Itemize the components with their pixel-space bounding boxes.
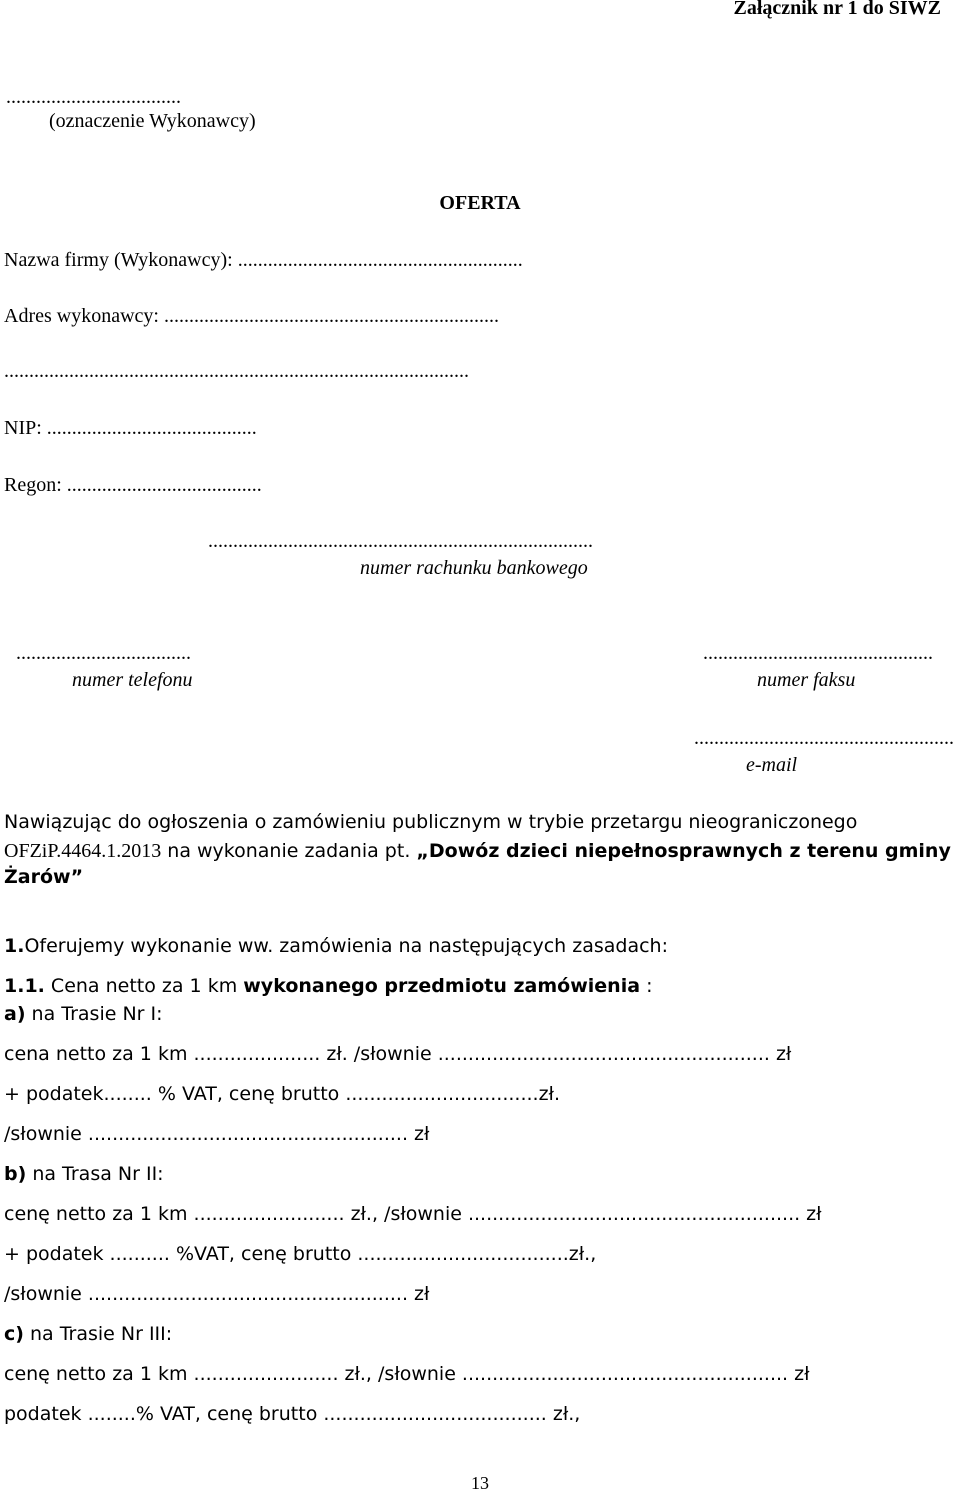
firm-name-field: Nazwa firmy (Wykonawcy): ......................................................... [4, 249, 523, 271]
task-title-continuation: Żarów” [4, 866, 84, 888]
route-b-marker: b) [4, 1163, 27, 1185]
page-number: 13 [471, 1473, 489, 1493]
attachment-label: Załącznik nr 1 do SIWZ [733, 0, 941, 19]
offer-title: OFERTA [439, 192, 521, 214]
bank-account-dots: ............................................................................. [208, 530, 593, 552]
fax-label: numer faksu [757, 669, 856, 691]
route-b-net-price: cenę netto za 1 km ......................... zł., /słownie ....................................................... zł [4, 1203, 822, 1225]
fax-dots: .............................................. [703, 642, 933, 664]
route-a-marker: a) [4, 1003, 26, 1025]
intro-line-2 [4, 840, 951, 863]
route-c-net-price: cenę netto za 1 km ........................ zł., /słownie ...................................................... zł [4, 1363, 810, 1385]
nip-field: NIP: .......................................... [4, 417, 257, 439]
route-a-title: na Trasie Nr I: [25, 1003, 163, 1025]
phone-label: numer telefonu [72, 669, 193, 691]
contractor-label: (oznaczenie Wykonawcy) [49, 110, 256, 132]
task-title: „Dowóz dzieci niepełnosprawnych z terenu gminy [416, 840, 951, 862]
route-c-title: na Trasie Nr III: [23, 1323, 173, 1345]
route-a-net-price: cena netto za 1 km ..................... zł. /słownie ....................................................... zł [4, 1043, 792, 1065]
route-c-marker: c) [4, 1323, 24, 1345]
route-c-tax: podatek ........% VAT, cenę brutto ..................................... zł., [4, 1403, 581, 1425]
route-a-tax: + podatek........ % VAT, cenę brutto ................................zł. [4, 1083, 560, 1105]
task-phrase: na wykonanie zadania pt. [161, 840, 417, 862]
section-1 [4, 935, 668, 957]
section-1-number: 1. [4, 935, 25, 957]
section-1-text: Oferujemy wykonanie ww. zamówienia na następujących zasadach: [24, 935, 668, 957]
address-field: Adres wykonawcy: ................................................................... [4, 305, 499, 327]
route-b-title: na Trasa Nr II: [26, 1163, 164, 1185]
phone-dots: ................................... [16, 642, 191, 664]
route-b-words: /słownie ..................................................... zł [4, 1283, 430, 1305]
route-c-heading [4, 1323, 172, 1345]
section-1-1-number: 1.1. [4, 975, 45, 997]
route-a-heading [4, 1003, 163, 1025]
section-1-1-text: Cena netto za 1 km [44, 975, 244, 997]
route-b-tax: + podatek .......... %VAT, cenę brutto ...................................zł., [4, 1243, 597, 1265]
intro-line-1: Nawiązując do ogłoszenia o zamówieniu publicznym w trybie przetargu nieograniczonego [4, 811, 858, 833]
email-dots: .................................................... [694, 727, 954, 749]
section-1-1 [4, 975, 653, 997]
bank-account-label: numer rachunku bankowego [360, 557, 588, 579]
section-1-1-bold: wykonanego przedmiotu zamówienia [243, 975, 641, 997]
route-a-words: /słownie ..................................................... zł [4, 1123, 430, 1145]
reference-number: OFZiP.4464.1.2013 [4, 840, 162, 862]
address-continuation: ............................................................................................. [4, 360, 469, 382]
section-1-1-tail: : [640, 975, 653, 997]
regon-field: Regon: ....................................... [4, 474, 262, 496]
email-label: e-mail [746, 754, 798, 776]
route-b-heading [4, 1163, 164, 1185]
contractor-dots: ................................... [6, 86, 181, 108]
